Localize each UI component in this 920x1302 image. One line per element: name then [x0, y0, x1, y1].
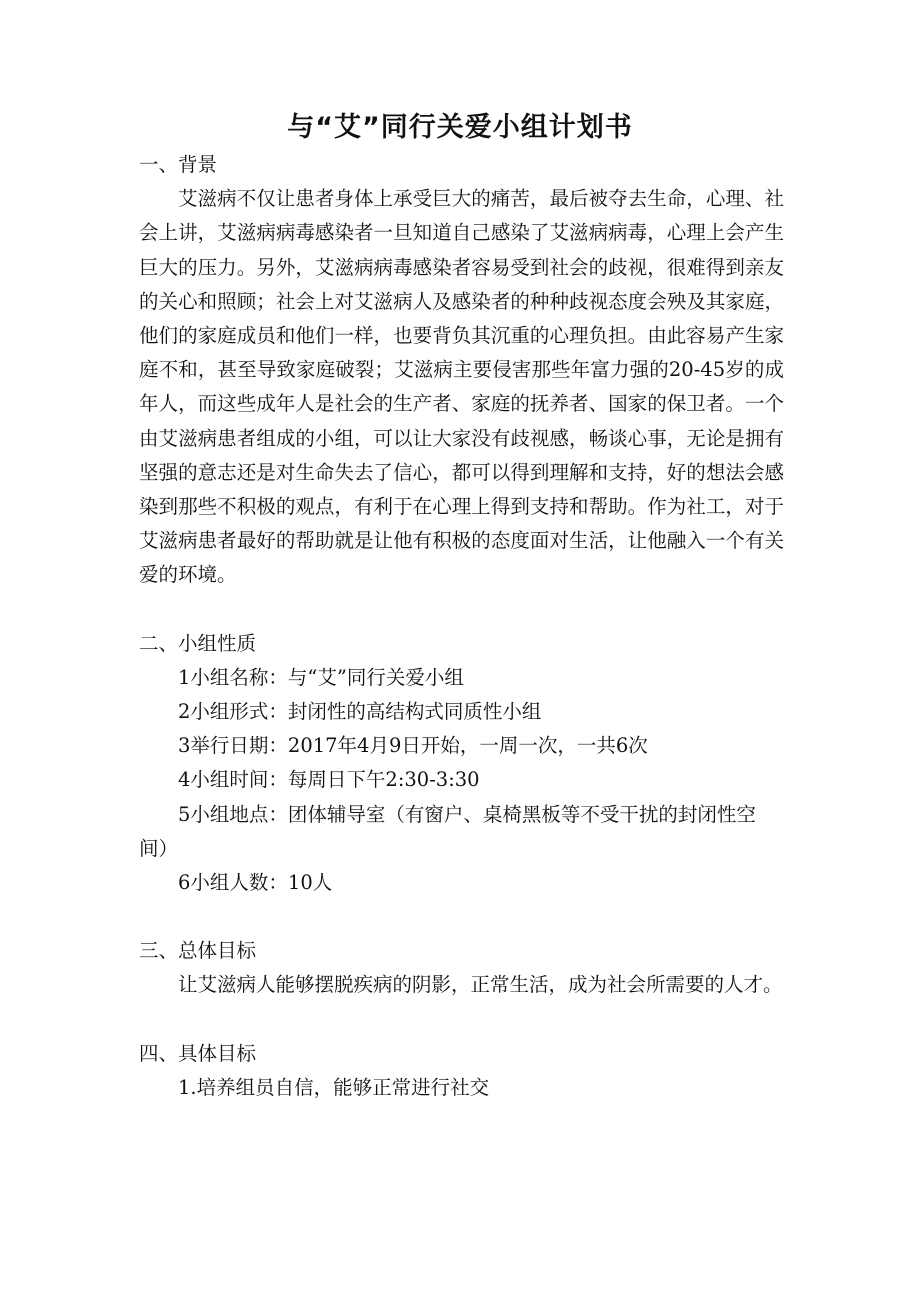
group-form-item: 2小组形式：封闭性的高结构式同质性小组 [178, 700, 542, 724]
group-location-item: 5小组地点：团体辅导室（有窗户、桌椅黑板等不受干扰的封闭性空间） [139, 802, 756, 860]
section-heading-overall-goal: 三、总体目标 [139, 939, 257, 963]
section-heading-group-nature: 二、小组性质 [139, 631, 257, 655]
background-paragraph: 艾滋病不仅让患者身体上承受巨大的痛苦，最后被夺去生命，心理、社会上讲，艾滋病病毒感染者一旦知道自己感染了艾滋病病毒，心理上会产生巨大的压力。另外，艾滋病病毒感染者容易受到社会的歧视，很难得到亲友的关心和照顾；社会上对艾滋病人及感染者的种种歧视态度会殃及其家庭，他们的家庭成员和他们一样，也要背负其沉重的心理负担。由此容易产生家庭不和，甚至导致家庭破裂；艾滋病主要侵害那些年富力强的20-45岁的成年人，而这些成年人是社会的生产者、家庭的抚养者、国家的保卫者。一个由艾滋病患者组成的小组，可以让大家没有歧视感，畅谈心事，无论是拥有坚强的意志还是对生命失去了信心，都可以得到理解和支持，好的想法会感染到那些不积极的观点，有利于在心理上得到支持和帮助。作为社工，对于艾滋病患者最好的帮助就是让他有积极的态度面对生活，让他融入一个有关爱的环境。 [139, 187, 784, 587]
spacer [139, 900, 784, 934]
specific-goal-item: 1.培养组员自信，能够正常进行社交 [178, 1075, 490, 1099]
document-body [139, 148, 784, 1105]
group-date-item: 3举行日期：2017年4月9日开始，一周一次，一共6次 [178, 734, 648, 758]
document-title: 与“艾”同行关爱小组计划书 [287, 112, 633, 143]
group-time-item: 4小组时间：每周日下午2:30-3:30 [178, 768, 480, 792]
spacer [139, 593, 784, 627]
spacer [139, 1003, 784, 1037]
overall-goal-paragraph: 让艾滋病人能够摆脱疾病的阴影，正常生活，成为社会所需要的人才。 [178, 973, 783, 997]
section-heading-specific-goals: 四、具体目标 [139, 1041, 257, 1065]
group-size-item: 6小组人数：10人 [178, 871, 333, 895]
group-name-item: 1小组名称：与“艾”同行关爱小组 [178, 665, 464, 689]
section-heading-background: 一、背景 [139, 153, 218, 176]
